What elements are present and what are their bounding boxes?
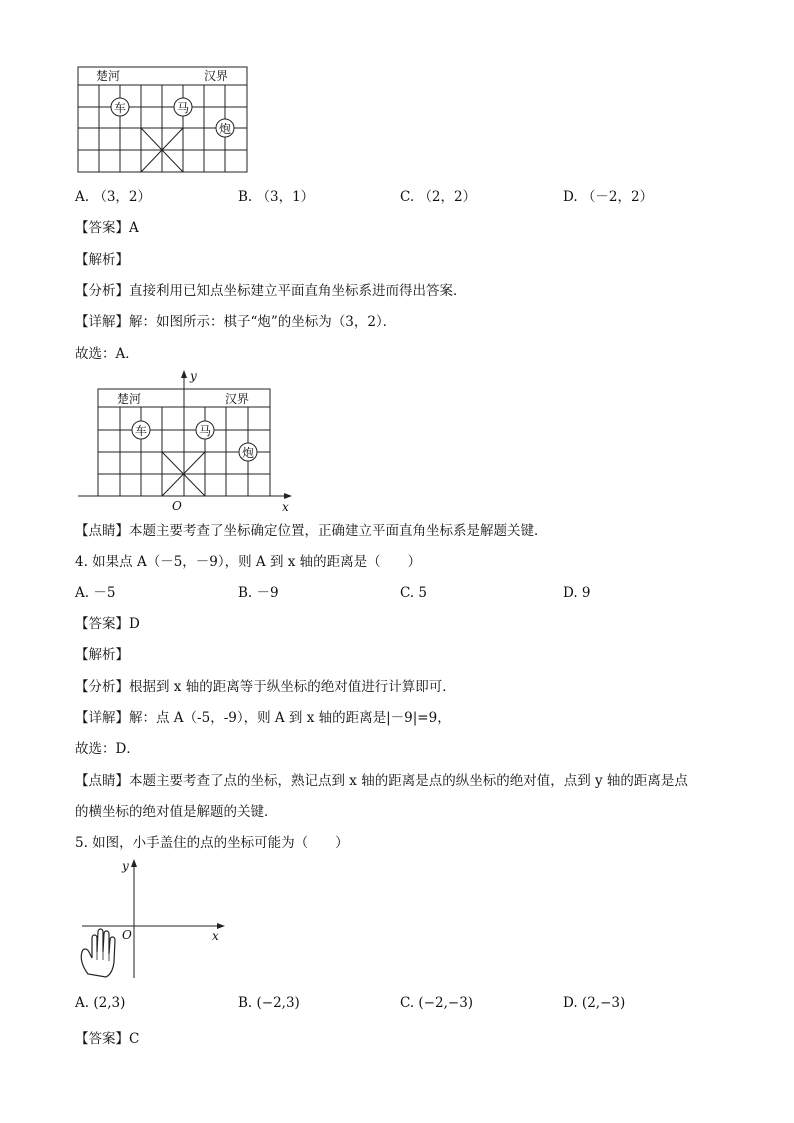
svg-text:马: 马 (199, 424, 212, 438)
chessboard-figure (74, 64, 252, 174)
q3-option-c: C. （2，2） (400, 189, 477, 205)
q4-dianjing-line1: 【点睛】本题主要考查了点的坐标，熟记点到 x 轴的距离是点的纵坐标的绝对值，点到 y 轴的距离是点 (75, 773, 688, 789)
q3-option-b: B. （3，1） (238, 189, 315, 205)
q4-option-d: D. 9 (563, 585, 591, 601)
q4-option-b: B. －9 (238, 585, 279, 601)
fig2-chu-river-label: 楚河 (117, 392, 142, 406)
q5-option-a: A. (2,3) (75, 995, 126, 1011)
q3-xiangjie: 【详解】解：如图所示：棋子“炮”的坐标为（3，2）． (75, 314, 397, 330)
chu-river-label: 楚河 (96, 69, 121, 83)
q4-answer: 【答案】D (75, 616, 140, 632)
svg-text:车: 车 (135, 424, 148, 438)
hand-icon (81, 929, 115, 977)
han-border-label: 汉界 (204, 69, 229, 83)
q3-fenxi: 【分析】直接利用已知点坐标建立平面直角坐标系进而得出答案． (75, 283, 467, 299)
fig3-x-axis-label: x (212, 929, 219, 943)
q4-option-a: A. －5 (75, 585, 116, 601)
q5-option-b: B. (−2,3) (238, 995, 300, 1011)
q5-answer: 【答案】C (75, 1031, 140, 1047)
q4-fenxi: 【分析】根据到 x 轴的距离等于纵坐标的绝对值进行计算即可． (75, 679, 456, 695)
chessboard-axes-figure (74, 368, 298, 514)
svg-text:车: 车 (114, 101, 127, 115)
fig2-piece-cannon (239, 443, 257, 461)
q3-analysis-heading: 【解析】 (75, 252, 129, 268)
fig2-piece-horse (196, 421, 214, 439)
q4-question: 4. 如果点 A（－5，－9），则 A 到 x 轴的距离是（ ） (75, 554, 422, 570)
fig2-x-axis-label: x (282, 500, 289, 514)
q4-xiangjie: 【详解】解：点 A（-5，-9），则 A 到 x 轴的距离是|－9|=9， (75, 710, 451, 726)
q3-answer: 【答案】A (75, 220, 139, 236)
q4-dianjing-line2: 的横坐标的绝对值是解题的关键． (75, 804, 278, 820)
hand-axes-figure (74, 856, 234, 984)
svg-text:炮: 炮 (219, 122, 232, 136)
q5-option-c: C. (−2,−3) (400, 995, 474, 1011)
fig2-y-axis-label: y (190, 369, 197, 383)
q3-option-d: D. （－2，2） (563, 189, 654, 205)
fig2-origin-label: O (172, 499, 182, 513)
q3-dianjing: 【点睛】本题主要考查了坐标确定位置，正确建立平面直角坐标系是解题关键． (75, 523, 548, 539)
fig3-origin-label: O (122, 928, 132, 942)
q4-analysis-heading: 【解析】 (75, 647, 129, 663)
q3-choice: 故选：A． (75, 346, 139, 362)
q5-option-d: D. (2,−3) (563, 995, 626, 1011)
q3-option-a: A. （3，2） (75, 189, 152, 205)
q5-question: 5. 如图，小手盖住的点的坐标可能为（ ） (75, 835, 349, 851)
piece-car (111, 98, 129, 116)
svg-text:马: 马 (177, 101, 190, 115)
fig3-y-axis-label: y (122, 859, 129, 873)
fig2-han-border-label: 汉界 (225, 392, 250, 406)
piece-horse (174, 98, 192, 116)
fig2-piece-car (132, 421, 150, 439)
piece-cannon (216, 119, 234, 137)
svg-text:炮: 炮 (242, 446, 255, 460)
q4-choice: 故选：D． (75, 741, 140, 757)
q4-option-c: C. 5 (400, 585, 428, 601)
